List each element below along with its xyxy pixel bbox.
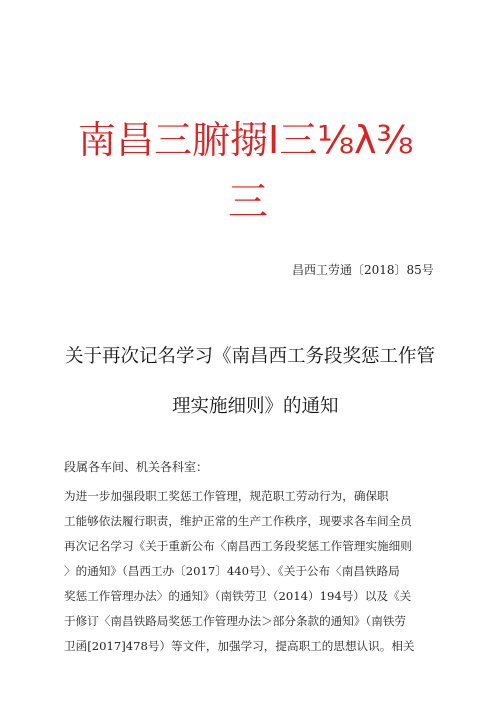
red-header-line-1: 南昌三腑搦Ⅰ三⅛λ⅜ xyxy=(78,118,414,162)
document-title-line-1: 关于再次记名学习《南昌西工务段奖惩工作管 xyxy=(65,346,436,367)
body-paragraph-line: 奖惩工作管理办法〉的通知》（南铁劳卫（2014）194号）以及《关 xyxy=(64,589,412,603)
body-paragraph-line: 于修订〈南昌铁路局奖惩工作管理办法＞部分条款的通知》（南铁劳 xyxy=(64,614,407,628)
red-header-line-2: 三 xyxy=(228,179,268,225)
body-paragraph-line: 为进一步加强段职工奖惩工作管理，规范职工劳动行为，确保职 xyxy=(64,489,389,503)
body-paragraph-line: 再次记名学习《关于重新公布〈南昌西工务段奖惩工作管理实施细则 xyxy=(64,539,412,553)
body-paragraph-line: 卫函[2017]478号）等文件，加强学习，提高职工的思想认识。相关 xyxy=(64,639,415,653)
document-number: 昌西工劳通〔2018〕85号 xyxy=(292,263,434,277)
document-title-line-2: 理实施细则》的通知 xyxy=(172,396,339,417)
body-paragraph-line: 〉的通知》（昌西工办〔2017〕440号）、《关于公布〈南昌铁路局 xyxy=(64,564,400,578)
salutation: 段属各车间、机关各科室： xyxy=(64,460,209,474)
body-paragraph-line: 工能够依法履行职责，维护正常的生产工作秩序，现要求各车间全员 xyxy=(64,514,412,528)
